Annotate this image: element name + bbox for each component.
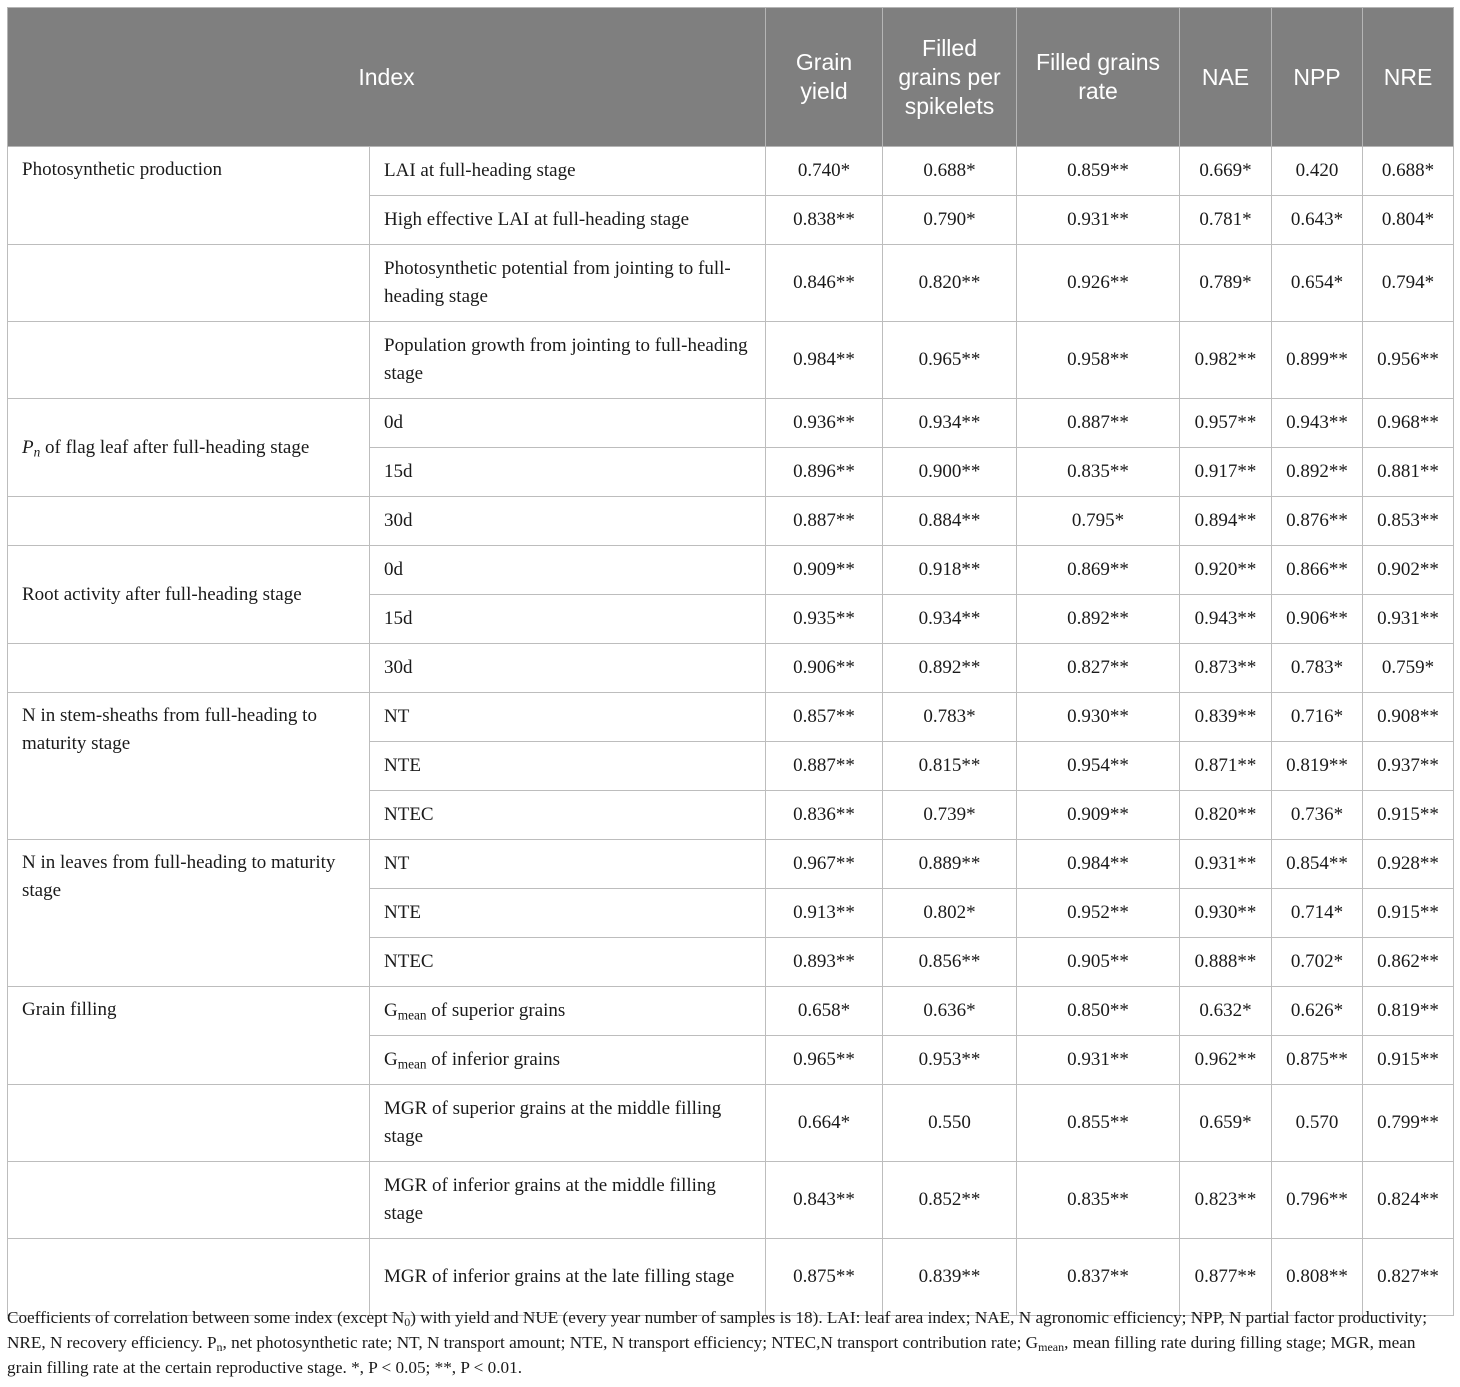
cell-grain-yield: 0.936** — [766, 399, 883, 448]
cell-nre: 0.915** — [1363, 889, 1454, 938]
cell-npp: 0.892** — [1272, 448, 1363, 497]
cell-npp: 0.796** — [1272, 1162, 1363, 1239]
cell-nre: 0.759* — [1363, 644, 1454, 693]
cell-filled-grains-per-spikelets: 0.918** — [883, 546, 1017, 595]
cell-filled-grains-rate: 0.855** — [1017, 1085, 1180, 1162]
table-row — [8, 322, 1454, 399]
cell-nre: 0.688* — [1363, 147, 1454, 196]
header-grain-yield: Grain yield — [766, 8, 883, 147]
row-label: MGR of inferior grains at the late filling stage — [370, 1239, 766, 1316]
cell-grain-yield: 0.843** — [766, 1162, 883, 1239]
cell-nae: 0.632* — [1180, 987, 1272, 1036]
table-row — [8, 546, 1454, 595]
cell-filled-grains-rate: 0.958** — [1017, 322, 1180, 399]
cell-filled-grains-rate: 0.931** — [1017, 1036, 1180, 1085]
group-empty — [8, 644, 370, 693]
row-label: MGR of superior grains at the middle filling stage — [370, 1085, 766, 1162]
cell-nae: 0.931** — [1180, 840, 1272, 889]
row-label: NTEC — [370, 938, 766, 987]
cell-npp: 0.875** — [1272, 1036, 1363, 1085]
cell-nre: 0.881** — [1363, 448, 1454, 497]
correlation-table-container — [7, 7, 1453, 1316]
cell-grain-yield: 0.935** — [766, 595, 883, 644]
cell-filled-grains-per-spikelets: 0.934** — [883, 595, 1017, 644]
header-npp: NPP — [1272, 8, 1363, 147]
cell-npp: 0.702* — [1272, 938, 1363, 987]
row-label: MGR of inferior grains at the middle filling stage — [370, 1162, 766, 1239]
cell-filled-grains-per-spikelets: 0.953** — [883, 1036, 1017, 1085]
cell-grain-yield: 0.984** — [766, 322, 883, 399]
cell-filled-grains-per-spikelets: 0.889** — [883, 840, 1017, 889]
row-label: NT — [370, 840, 766, 889]
cell-nae: 0.781* — [1180, 196, 1272, 245]
cell-nae: 0.962** — [1180, 1036, 1272, 1085]
row-label: NT — [370, 693, 766, 742]
table-row — [8, 1162, 1454, 1239]
cell-nae: 0.823** — [1180, 1162, 1272, 1239]
cell-nre: 0.804* — [1363, 196, 1454, 245]
correlation-table — [7, 7, 1454, 1316]
group-empty — [8, 1162, 370, 1239]
cell-nae: 0.873** — [1180, 644, 1272, 693]
group-empty — [8, 497, 370, 546]
table-row — [8, 147, 1454, 196]
cell-nre: 0.915** — [1363, 791, 1454, 840]
row-label: $G_{mean}$ of inferior grains — [370, 1036, 766, 1085]
cell-nae: 0.917** — [1180, 448, 1272, 497]
group-empty — [8, 245, 370, 322]
table-row — [8, 1085, 1454, 1162]
cell-npp: 0.943** — [1272, 399, 1363, 448]
cell-npp: 0.866** — [1272, 546, 1363, 595]
group-grain-filling: Grain filling — [8, 987, 370, 1085]
cell-npp: 0.736* — [1272, 791, 1363, 840]
cell-nae: 0.669* — [1180, 147, 1272, 196]
group-photosynthetic-production: Photosynthetic production — [8, 147, 370, 245]
cell-nae: 0.871** — [1180, 742, 1272, 791]
cell-filled-grains-per-spikelets: 0.839** — [883, 1239, 1017, 1316]
cell-nre: 0.902** — [1363, 546, 1454, 595]
table-row — [8, 693, 1454, 742]
header-filled-grains-per-spikelets: Filled grains per spikelets — [883, 8, 1017, 147]
cell-nre: 0.915** — [1363, 1036, 1454, 1085]
cell-filled-grains-per-spikelets: 0.815** — [883, 742, 1017, 791]
cell-grain-yield: 0.836** — [766, 791, 883, 840]
cell-nre: 0.937** — [1363, 742, 1454, 791]
cell-filled-grains-rate: 0.984** — [1017, 840, 1180, 889]
cell-grain-yield: 0.887** — [766, 497, 883, 546]
cell-grain-yield: 0.906** — [766, 644, 883, 693]
cell-npp: 0.783* — [1272, 644, 1363, 693]
cell-grain-yield: 0.875** — [766, 1239, 883, 1316]
table-row — [8, 399, 1454, 448]
cell-filled-grains-rate: 0.930** — [1017, 693, 1180, 742]
cell-filled-grains-per-spikelets: 0.550 — [883, 1085, 1017, 1162]
header-row — [8, 8, 1454, 147]
cell-filled-grains-rate: 0.887** — [1017, 399, 1180, 448]
pn-symbol: $P_n$ — [22, 436, 41, 459]
cell-nae: 0.920** — [1180, 546, 1272, 595]
row-label: 0d — [370, 546, 766, 595]
cell-nae: 0.820** — [1180, 791, 1272, 840]
row-label: 0d — [370, 399, 766, 448]
row-label: NTE — [370, 889, 766, 938]
group-root-activity: Root activity after full-heading stage — [8, 546, 370, 644]
cell-grain-yield: 0.658* — [766, 987, 883, 1036]
cell-npp: 0.819** — [1272, 742, 1363, 791]
cell-filled-grains-rate: 0.869** — [1017, 546, 1180, 595]
group-n-leaves: N in leaves from full-heading to maturity stage — [8, 840, 370, 987]
cell-grain-yield: 0.913** — [766, 889, 883, 938]
cell-filled-grains-rate: 0.926** — [1017, 245, 1180, 322]
cell-grain-yield: 0.887** — [766, 742, 883, 791]
cell-grain-yield: 0.838** — [766, 196, 883, 245]
cell-filled-grains-rate: 0.837** — [1017, 1239, 1180, 1316]
cell-filled-grains-per-spikelets: 0.900** — [883, 448, 1017, 497]
cell-filled-grains-rate: 0.892** — [1017, 595, 1180, 644]
cell-filled-grains-per-spikelets: 0.852** — [883, 1162, 1017, 1239]
cell-nre: 0.956** — [1363, 322, 1454, 399]
cell-grain-yield: 0.857** — [766, 693, 883, 742]
cell-filled-grains-rate: 0.859** — [1017, 147, 1180, 196]
cell-nae: 0.894** — [1180, 497, 1272, 546]
cell-filled-grains-per-spikelets: 0.884** — [883, 497, 1017, 546]
cell-grain-yield: 0.846** — [766, 245, 883, 322]
cell-filled-grains-per-spikelets: 0.965** — [883, 322, 1017, 399]
row-label: LAI at full-heading stage — [370, 147, 766, 196]
cell-grain-yield: 0.664* — [766, 1085, 883, 1162]
cell-filled-grains-rate: 0.827** — [1017, 644, 1180, 693]
cell-nae: 0.839** — [1180, 693, 1272, 742]
cell-nae: 0.957** — [1180, 399, 1272, 448]
table-row — [8, 987, 1454, 1036]
cell-filled-grains-per-spikelets: 0.636* — [883, 987, 1017, 1036]
group-n-stem-sheaths: N in stem-sheaths from full-heading to maturity stage — [8, 693, 370, 840]
cell-nae: 0.659* — [1180, 1085, 1272, 1162]
cell-nae: 0.877** — [1180, 1239, 1272, 1316]
row-label: 15d — [370, 595, 766, 644]
cell-npp: 0.570 — [1272, 1085, 1363, 1162]
cell-filled-grains-per-spikelets: 0.783* — [883, 693, 1017, 742]
cell-nae: 0.789* — [1180, 245, 1272, 322]
cell-filled-grains-per-spikelets: 0.934** — [883, 399, 1017, 448]
cell-nre: 0.968** — [1363, 399, 1454, 448]
cell-filled-grains-per-spikelets: 0.856** — [883, 938, 1017, 987]
table-row — [8, 245, 1454, 322]
cell-filled-grains-rate: 0.909** — [1017, 791, 1180, 840]
cell-nre: 0.824** — [1363, 1162, 1454, 1239]
row-label: $G_{mean}$ of superior grains — [370, 987, 766, 1036]
header-filled-grains-rate: Filled grains rate — [1017, 8, 1180, 147]
cell-npp: 0.876** — [1272, 497, 1363, 546]
cell-filled-grains-per-spikelets: 0.820** — [883, 245, 1017, 322]
table-caption: Coefficients of correlation between some index (except $N_0$) with yield and NUE (every year number of samples is 18). LAI: leaf area index; NAE, N agronomic efficiency; NPP, N partial factor productivity; NRE, N recovery efficiency. $P_n$, net photosynthetic rate; NT, N transport amount; NTE, N transport efficiency; NTEC,N transport contribution rate; $G_{mean}$, mean filling rate during filling stage; MGR, mean grain filling rate at the certain reproductive stage. *, P < 0.05; **, P < 0.01. — [7, 1308, 1428, 1377]
cell-npp: 0.420 — [1272, 147, 1363, 196]
table-row — [8, 497, 1454, 546]
header-nre: NRE — [1363, 8, 1454, 147]
header-nae: NAE — [1180, 8, 1272, 147]
row-label: Photosynthetic potential from jointing to full-heading stage — [370, 245, 766, 322]
cell-nre: 0.862** — [1363, 938, 1454, 987]
cell-nre: 0.794* — [1363, 245, 1454, 322]
cell-filled-grains-rate: 0.931** — [1017, 196, 1180, 245]
cell-nae: 0.943** — [1180, 595, 1272, 644]
group-empty — [8, 322, 370, 399]
cell-npp: 0.716* — [1272, 693, 1363, 742]
row-label: Population growth from jointing to full-heading stage — [370, 322, 766, 399]
cell-grain-yield: 0.967** — [766, 840, 883, 889]
cell-nre: 0.819** — [1363, 987, 1454, 1036]
row-label: High effective LAI at full-heading stage — [370, 196, 766, 245]
cell-nae: 0.930** — [1180, 889, 1272, 938]
cell-nre: 0.931** — [1363, 595, 1454, 644]
group-pn-flag-leaf: $P_n$ of flag leaf after full-heading stage — [8, 399, 370, 497]
cell-filled-grains-rate: 0.954** — [1017, 742, 1180, 791]
cell-nre: 0.853** — [1363, 497, 1454, 546]
row-label: NTE — [370, 742, 766, 791]
cell-grain-yield: 0.965** — [766, 1036, 883, 1085]
cell-npp: 0.643* — [1272, 196, 1363, 245]
cell-filled-grains-rate: 0.835** — [1017, 448, 1180, 497]
cell-nre: 0.827** — [1363, 1239, 1454, 1316]
cell-filled-grains-rate: 0.952** — [1017, 889, 1180, 938]
cell-filled-grains-per-spikelets: 0.739* — [883, 791, 1017, 840]
cell-npp: 0.899** — [1272, 322, 1363, 399]
cell-grain-yield: 0.909** — [766, 546, 883, 595]
cell-nre: 0.799** — [1363, 1085, 1454, 1162]
cell-grain-yield: 0.896** — [766, 448, 883, 497]
cell-npp: 0.654* — [1272, 245, 1363, 322]
cell-filled-grains-rate: 0.795* — [1017, 497, 1180, 546]
cell-nae: 0.888** — [1180, 938, 1272, 987]
header-index: Index — [8, 8, 766, 147]
group-empty — [8, 1085, 370, 1162]
table-row — [8, 644, 1454, 693]
cell-filled-grains-per-spikelets: 0.688* — [883, 147, 1017, 196]
cell-filled-grains-rate: 0.905** — [1017, 938, 1180, 987]
cell-nre: 0.908** — [1363, 693, 1454, 742]
cell-npp: 0.906** — [1272, 595, 1363, 644]
cell-npp: 0.854** — [1272, 840, 1363, 889]
cell-grain-yield: 0.740* — [766, 147, 883, 196]
table-row — [8, 840, 1454, 889]
cell-filled-grains-per-spikelets: 0.802* — [883, 889, 1017, 938]
group-empty — [8, 1239, 370, 1316]
cell-filled-grains-per-spikelets: 0.892** — [883, 644, 1017, 693]
row-label: 15d — [370, 448, 766, 497]
row-label: 30d — [370, 497, 766, 546]
cell-npp: 0.714* — [1272, 889, 1363, 938]
cell-nre: 0.928** — [1363, 840, 1454, 889]
cell-grain-yield: 0.893** — [766, 938, 883, 987]
cell-filled-grains-rate: 0.850** — [1017, 987, 1180, 1036]
row-label: 30d — [370, 644, 766, 693]
cell-npp: 0.626* — [1272, 987, 1363, 1036]
cell-nae: 0.982** — [1180, 322, 1272, 399]
cell-npp: 0.808** — [1272, 1239, 1363, 1316]
row-label: NTEC — [370, 791, 766, 840]
cell-filled-grains-per-spikelets: 0.790* — [883, 196, 1017, 245]
table-row — [8, 1239, 1454, 1316]
cell-filled-grains-rate: 0.835** — [1017, 1162, 1180, 1239]
